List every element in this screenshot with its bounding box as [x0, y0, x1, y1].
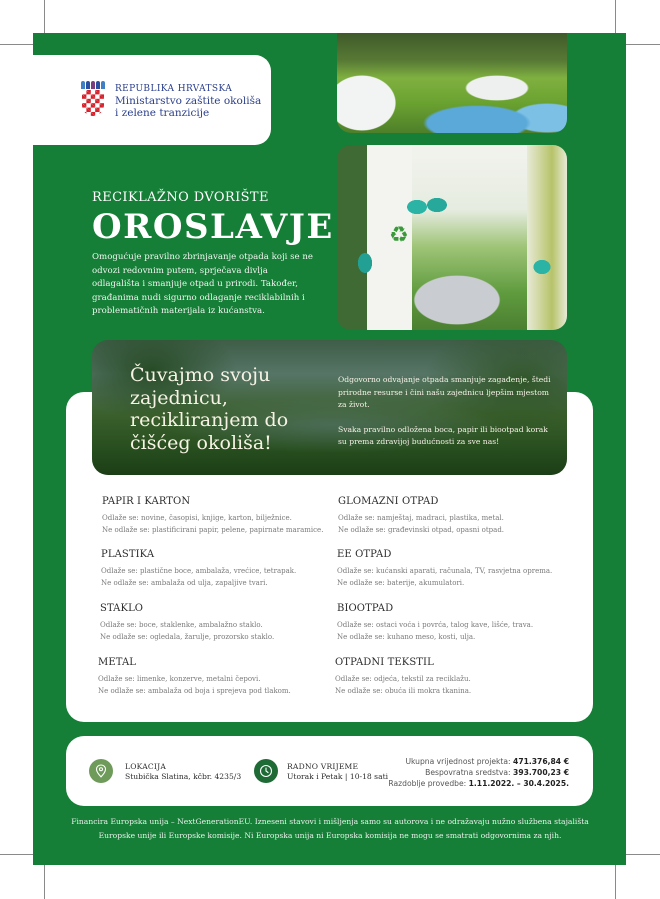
category-e-waste	[337, 549, 577, 589]
crop-mark	[615, 0, 616, 33]
banner-paragraph: Odgovorno odvajanje otpada smanjuje zagađenje, štedi prirodne resurse i čini našu zajednicu ljepšim mjestom za život.	[338, 375, 551, 409]
category-bulky-waste	[338, 496, 578, 536]
ministry-logo-block	[33, 55, 271, 145]
crop-mark	[626, 44, 660, 45]
hero-description: Omogućuje pravilno zbrinjavanje otpada koji se ne odvozi redovnim putem, sprječava divlja odlagališta i smanjuje otpad u prirodi. Također, građanima nudi sigurno odlaganje reciklabilnih i problematičnih materijala iz kućanstva.	[92, 252, 313, 316]
category-title: PLASTIKA	[101, 549, 155, 560]
info-card	[66, 736, 593, 806]
eu-funding-disclaimer: Financira Europska unija – NextGenerationEU. Izneseni stavovi i mišljenja samo su autorova i ne odražavaju nužno službena stajališta Europske unije ili Europske komisije. Ni Europska unija ni Europska komisija ne mogu se smatrati odgovornima za njih.	[71, 817, 589, 840]
location-label: LOKACIJA	[125, 762, 167, 771]
project-total-label: Ukupna vrijednost projekta:	[405, 757, 511, 766]
crop-mark	[626, 854, 660, 855]
category-accepted: Odlaže se: limenke, konzerve, metalni čepovi.	[98, 675, 261, 683]
location-value: Stubička Slatina, kčbr. 4235/3	[125, 772, 242, 781]
category-textile	[335, 657, 575, 697]
category-title: STAKLO	[100, 603, 144, 614]
ministry-name-line2: i zelene tranzicije	[115, 107, 210, 119]
hero-section	[92, 190, 334, 319]
category-rejected: Ne odlaže se: ambalaža od ulja, zapaljive tvari.	[101, 579, 268, 587]
category-glass	[100, 603, 340, 643]
category-accepted: Odlaže se: plastične boce, ambalaža, vrećice, tetrapak.	[101, 567, 297, 575]
category-title: OTPADNI TEKSTIL	[335, 657, 434, 668]
location-info	[125, 762, 241, 782]
category-accepted: Odlaže se: boce, staklenke, ambalažno staklo.	[100, 621, 263, 629]
category-rejected: Ne odlaže se: ambalaža od boja i sprejeva pod tlakom.	[98, 687, 291, 695]
clock-icon	[254, 759, 278, 783]
category-title: METAL	[98, 657, 137, 668]
map-pin-icon	[89, 759, 113, 783]
category-paper	[102, 496, 342, 536]
volunteers-collecting-waste-photo	[337, 145, 567, 330]
project-grant-label: Bespovratna sredstva:	[425, 768, 511, 777]
hero-subtitle: RECIKLAŽNO DVORIŠTE	[92, 190, 269, 205]
category-title: EE OTPAD	[337, 549, 392, 560]
category-title: BIOOTPAD	[337, 603, 394, 614]
ministry-country: REPUBLIKA HRVATSKA	[115, 84, 233, 94]
hours-label: RADNO VRIJEME	[287, 762, 359, 771]
category-accepted: Odlaže se: kućanski aparati, računala, TV, rasvjetna oprema.	[337, 567, 553, 575]
category-accepted: Odlaže se: ostaci voća i povrća, talog kave, lišće, trava.	[337, 621, 534, 629]
project-total-value: 471.376,84 €	[513, 757, 569, 766]
category-accepted: Odlaže se: novine, časopisi, knjige, karton, bilježnice.	[102, 514, 292, 522]
category-rejected: Ne odlaže se: obuća ili mokra tkanina.	[335, 687, 472, 695]
banner-headline: Čuvajmo svoju zajednicu, recikliranjem do čišćeg okoliša!	[130, 364, 289, 454]
ministry-name-line1: Ministarstvo zaštite okoliša	[115, 95, 262, 107]
crop-mark	[0, 44, 33, 45]
hours-value: Utorak i Petak | 10-18 sati	[287, 772, 389, 781]
category-metal	[98, 657, 338, 697]
crop-mark	[44, 865, 45, 899]
recycle-icon: ♻	[389, 223, 409, 248]
category-title: GLOMAZNI OTPAD	[338, 496, 439, 507]
crop-mark	[0, 854, 33, 855]
project-grant-value: 393.700,23 €	[513, 768, 569, 777]
hours-info	[287, 762, 388, 782]
category-rejected: Ne odlaže se: građevinski otpad, opasni otpad.	[338, 526, 505, 534]
croatian-coat-of-arms-icon	[81, 81, 105, 117]
category-accepted: Odlaže se: odjeća, tekstil za reciklažu.	[335, 675, 471, 683]
category-rejected: Ne odlaže se: baterije, akumulatori.	[337, 579, 465, 587]
category-accepted: Odlaže se: namještaj, madraci, plastika, metal.	[338, 514, 504, 522]
category-plastic	[101, 549, 341, 589]
nature-banner	[92, 340, 567, 475]
category-rejected: Ne odlaže se: ogledala, žarulje, prozorsko staklo.	[100, 633, 275, 641]
recycling-waste-photo	[337, 33, 567, 133]
project-period-value: 1.11.2022. – 30.4.2025.	[468, 779, 569, 788]
banner-paragraph: Svaka pravilno odložena boca, papir ili biootpad korak su prema zdravijoj budućnosti za sve nas!	[338, 424, 548, 446]
crop-mark	[44, 0, 45, 33]
project-details	[388, 756, 569, 789]
category-biowaste	[337, 603, 577, 643]
project-period-label: Razdoblje provedbe:	[388, 779, 467, 788]
crop-mark	[615, 865, 616, 899]
category-title: PAPIR I KARTON	[102, 496, 191, 507]
hero-title: OROSLAVJE	[92, 207, 334, 247]
category-rejected: Ne odlaže se: plastificirani papir, pelene, papirnate maramice.	[102, 526, 324, 534]
category-rejected: Ne odlaže se: kuhano meso, kosti, ulja.	[337, 633, 476, 641]
